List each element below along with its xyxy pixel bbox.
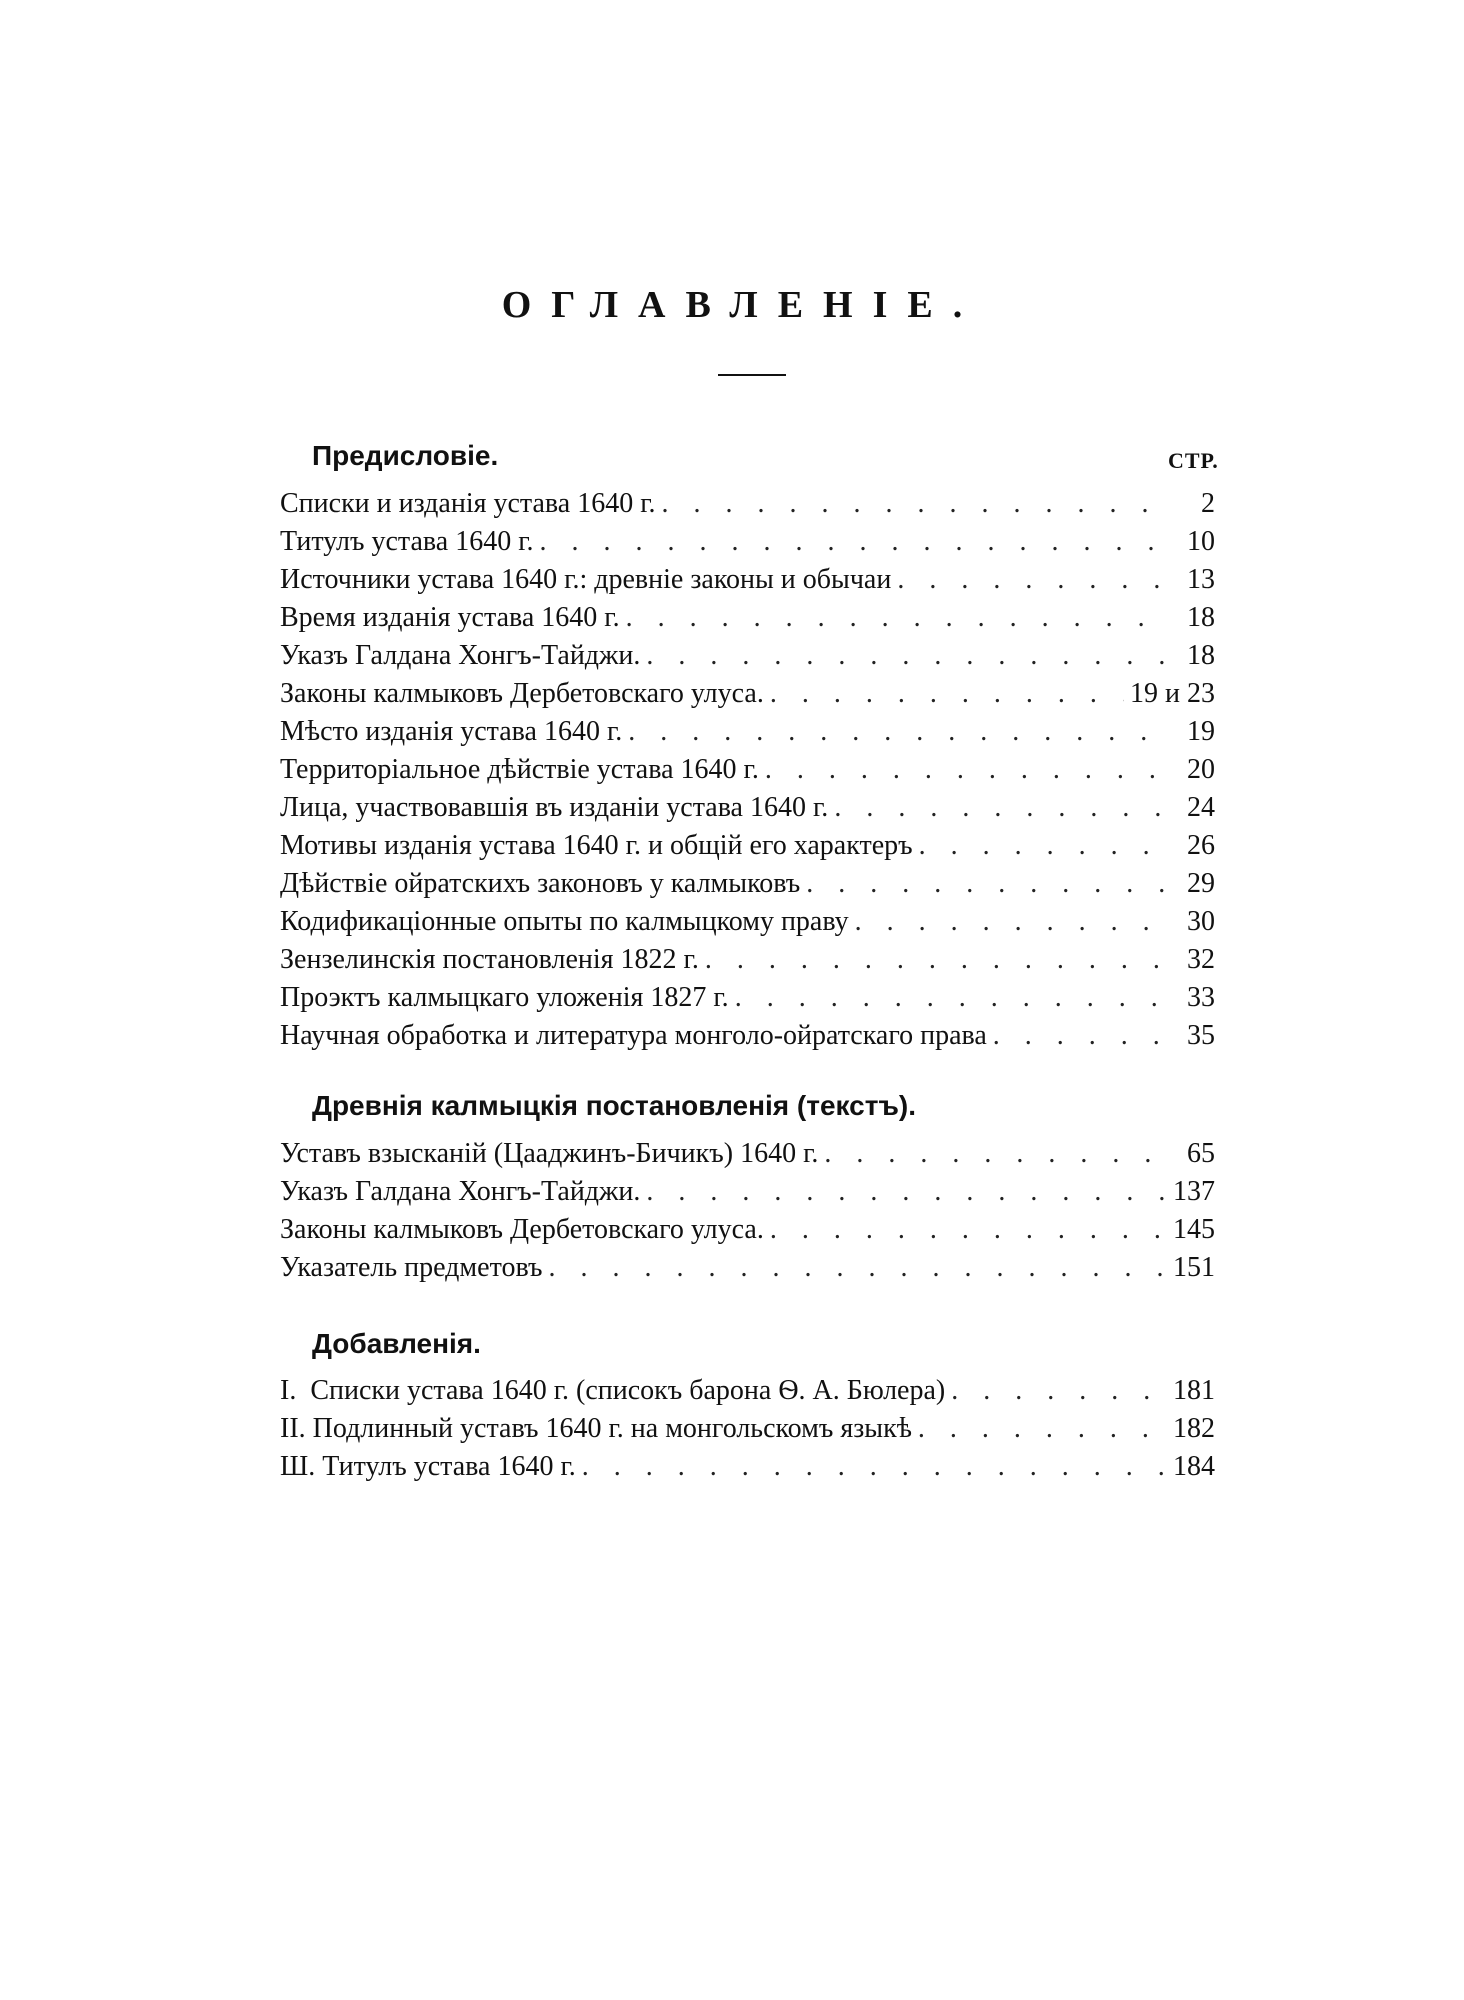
toc-entry-page: 33 xyxy=(1187,982,1215,1013)
leader-dots xyxy=(919,830,1169,862)
toc-entry xyxy=(280,1413,1215,1451)
toc-entry xyxy=(280,830,1215,868)
toc-entry-title: Кодификаціонные опыты по калмыцкому праву xyxy=(280,906,849,937)
toc-entry xyxy=(280,640,1215,678)
toc-entry xyxy=(280,906,1215,944)
toc-entry-title: Территоріальное дѣйствіе устава 1640 г. xyxy=(280,754,759,785)
toc-entry-title: Законы калмыковъ Дербетовскаго улуса. xyxy=(280,678,764,709)
toc-entry-title: Уставъ взысканій (Цааджинъ-Бичикъ) 1640 г. xyxy=(280,1138,819,1169)
toc-entry-title: Списки и изданія устава 1640 г. xyxy=(280,488,656,519)
toc-entry xyxy=(280,754,1215,792)
toc-entry-page: 145 xyxy=(1173,1214,1215,1245)
section-heading-texts: Древнія калмыцкія постановленія (текстъ). xyxy=(312,1090,916,1121)
toc-entry-title: I. Списки устава 1640 г. (списокъ барона Ѳ. А. Бюлера) xyxy=(280,1375,946,1406)
leader-dots xyxy=(548,1252,1167,1284)
toc-entry xyxy=(280,488,1215,526)
section-heading-appendices: Добавленія. xyxy=(312,1328,481,1359)
toc-entry-title: Указатель предметовъ xyxy=(280,1252,543,1283)
leader-dots xyxy=(646,640,1169,672)
toc-entry-page: 32 xyxy=(1187,944,1215,975)
toc-entry xyxy=(280,1451,1215,1489)
toc-entry xyxy=(280,1214,1215,1252)
leader-dots xyxy=(918,1413,1167,1445)
toc-entry-title: II. Подлинный уставъ 1640 г. на монгольскомъ языкѣ xyxy=(280,1413,912,1444)
toc-entry-title: Зензелинскія постановленія 1822 г. xyxy=(280,944,699,975)
section-heading-preface: Предисловіе. xyxy=(312,440,499,471)
toc-entry-title: Лица, участвовавшія въ изданіи устава 1640 г. xyxy=(280,792,829,823)
toc-section-texts xyxy=(280,1138,1215,1290)
toc-entry xyxy=(280,1252,1215,1290)
toc-entry xyxy=(280,716,1215,754)
leader-dots xyxy=(951,1375,1167,1407)
leader-dots xyxy=(765,754,1169,786)
toc-entry-page: 19 xyxy=(1187,716,1215,747)
leader-dots xyxy=(834,792,1169,824)
toc-entry-title: Указъ Галдана Хонгъ-Тайджи. xyxy=(280,1176,641,1207)
toc-entry-title: Указъ Галдана Хонгъ-Тайджи. xyxy=(280,640,641,671)
toc-entry xyxy=(280,1138,1215,1176)
toc-entry-page: 137 xyxy=(1173,1176,1215,1207)
toc-entry-page: 10 xyxy=(1187,526,1215,557)
leader-dots xyxy=(540,526,1169,558)
toc-entry-page: 13 xyxy=(1187,564,1215,595)
toc-entry xyxy=(280,1375,1215,1413)
toc-entry-page: 30 xyxy=(1187,906,1215,937)
leader-dots xyxy=(855,906,1169,938)
page-title: ОГЛАВЛЕНІЕ. xyxy=(501,284,983,326)
leader-dots xyxy=(770,678,1124,710)
toc-entry-page: 151 xyxy=(1173,1252,1215,1283)
toc-entry-page: 19 и 23 xyxy=(1130,678,1215,709)
toc-entry-title: Ш. Титулъ устава 1640 г. xyxy=(280,1451,576,1482)
toc-entry xyxy=(280,1020,1215,1058)
toc-entry-page: 24 xyxy=(1187,792,1215,823)
leader-dots xyxy=(646,1176,1167,1208)
toc-entry xyxy=(280,1176,1215,1214)
toc-entry-page: 65 xyxy=(1187,1138,1215,1169)
leader-dots xyxy=(705,944,1169,976)
toc-entry-title: Время изданія устава 1640 г. xyxy=(280,602,620,633)
toc-entry-title: Дѣйствіе ойратскихъ законовъ у калмыковъ xyxy=(280,868,801,899)
page-column-label: СТР. xyxy=(1168,448,1219,473)
title-divider xyxy=(718,374,786,376)
toc-entry-page: 35 xyxy=(1187,1020,1215,1051)
toc-entry-page: 184 xyxy=(1173,1451,1215,1482)
toc-entry-page: 2 xyxy=(1201,488,1215,519)
leader-dots xyxy=(662,488,1169,520)
toc-entry-title: Источники устава 1640 г.: древніе законы и обычаи xyxy=(280,564,892,595)
toc-entry xyxy=(280,526,1215,564)
toc-section-appendices xyxy=(280,1375,1215,1489)
toc-entry-page: 26 xyxy=(1187,830,1215,861)
toc-entry-page: 18 xyxy=(1187,640,1215,671)
leader-dots xyxy=(897,564,1169,596)
leader-dots xyxy=(628,716,1169,748)
toc-entry-page: 181 xyxy=(1173,1375,1215,1406)
toc-entry-title: Мѣсто изданія устава 1640 г. xyxy=(280,716,623,747)
toc-entry xyxy=(280,982,1215,1020)
toc-entry-title: Научная обработка и литература монголо-ойратскаго права xyxy=(280,1020,987,1051)
toc-entry-page: 20 xyxy=(1187,754,1215,785)
toc-entry xyxy=(280,868,1215,906)
toc-entry-page: 18 xyxy=(1187,602,1215,633)
leader-dots xyxy=(993,1020,1169,1052)
leader-dots xyxy=(626,602,1169,634)
toc-entry-title: Законы калмыковъ Дербетовскаго улуса. xyxy=(280,1214,764,1245)
toc-entry-page: 182 xyxy=(1173,1413,1215,1444)
toc-entry xyxy=(280,944,1215,982)
toc-section-preface xyxy=(280,488,1215,1058)
toc-entry xyxy=(280,792,1215,830)
leader-dots xyxy=(582,1451,1167,1483)
leader-dots xyxy=(770,1214,1167,1246)
toc-entry-title: Мотивы изданія устава 1640 г. и общій его характеръ xyxy=(280,830,913,861)
toc-entry xyxy=(280,602,1215,640)
toc-entry-page: 29 xyxy=(1187,868,1215,899)
toc-entry-title: Титулъ устава 1640 г. xyxy=(280,526,534,557)
toc-entry-title: Проэктъ калмыцкаго уложенія 1827 г. xyxy=(280,982,729,1013)
leader-dots xyxy=(824,1138,1169,1170)
leader-dots xyxy=(806,868,1169,900)
toc-entry xyxy=(280,564,1215,602)
leader-dots xyxy=(735,982,1169,1014)
toc-entry xyxy=(280,678,1215,716)
